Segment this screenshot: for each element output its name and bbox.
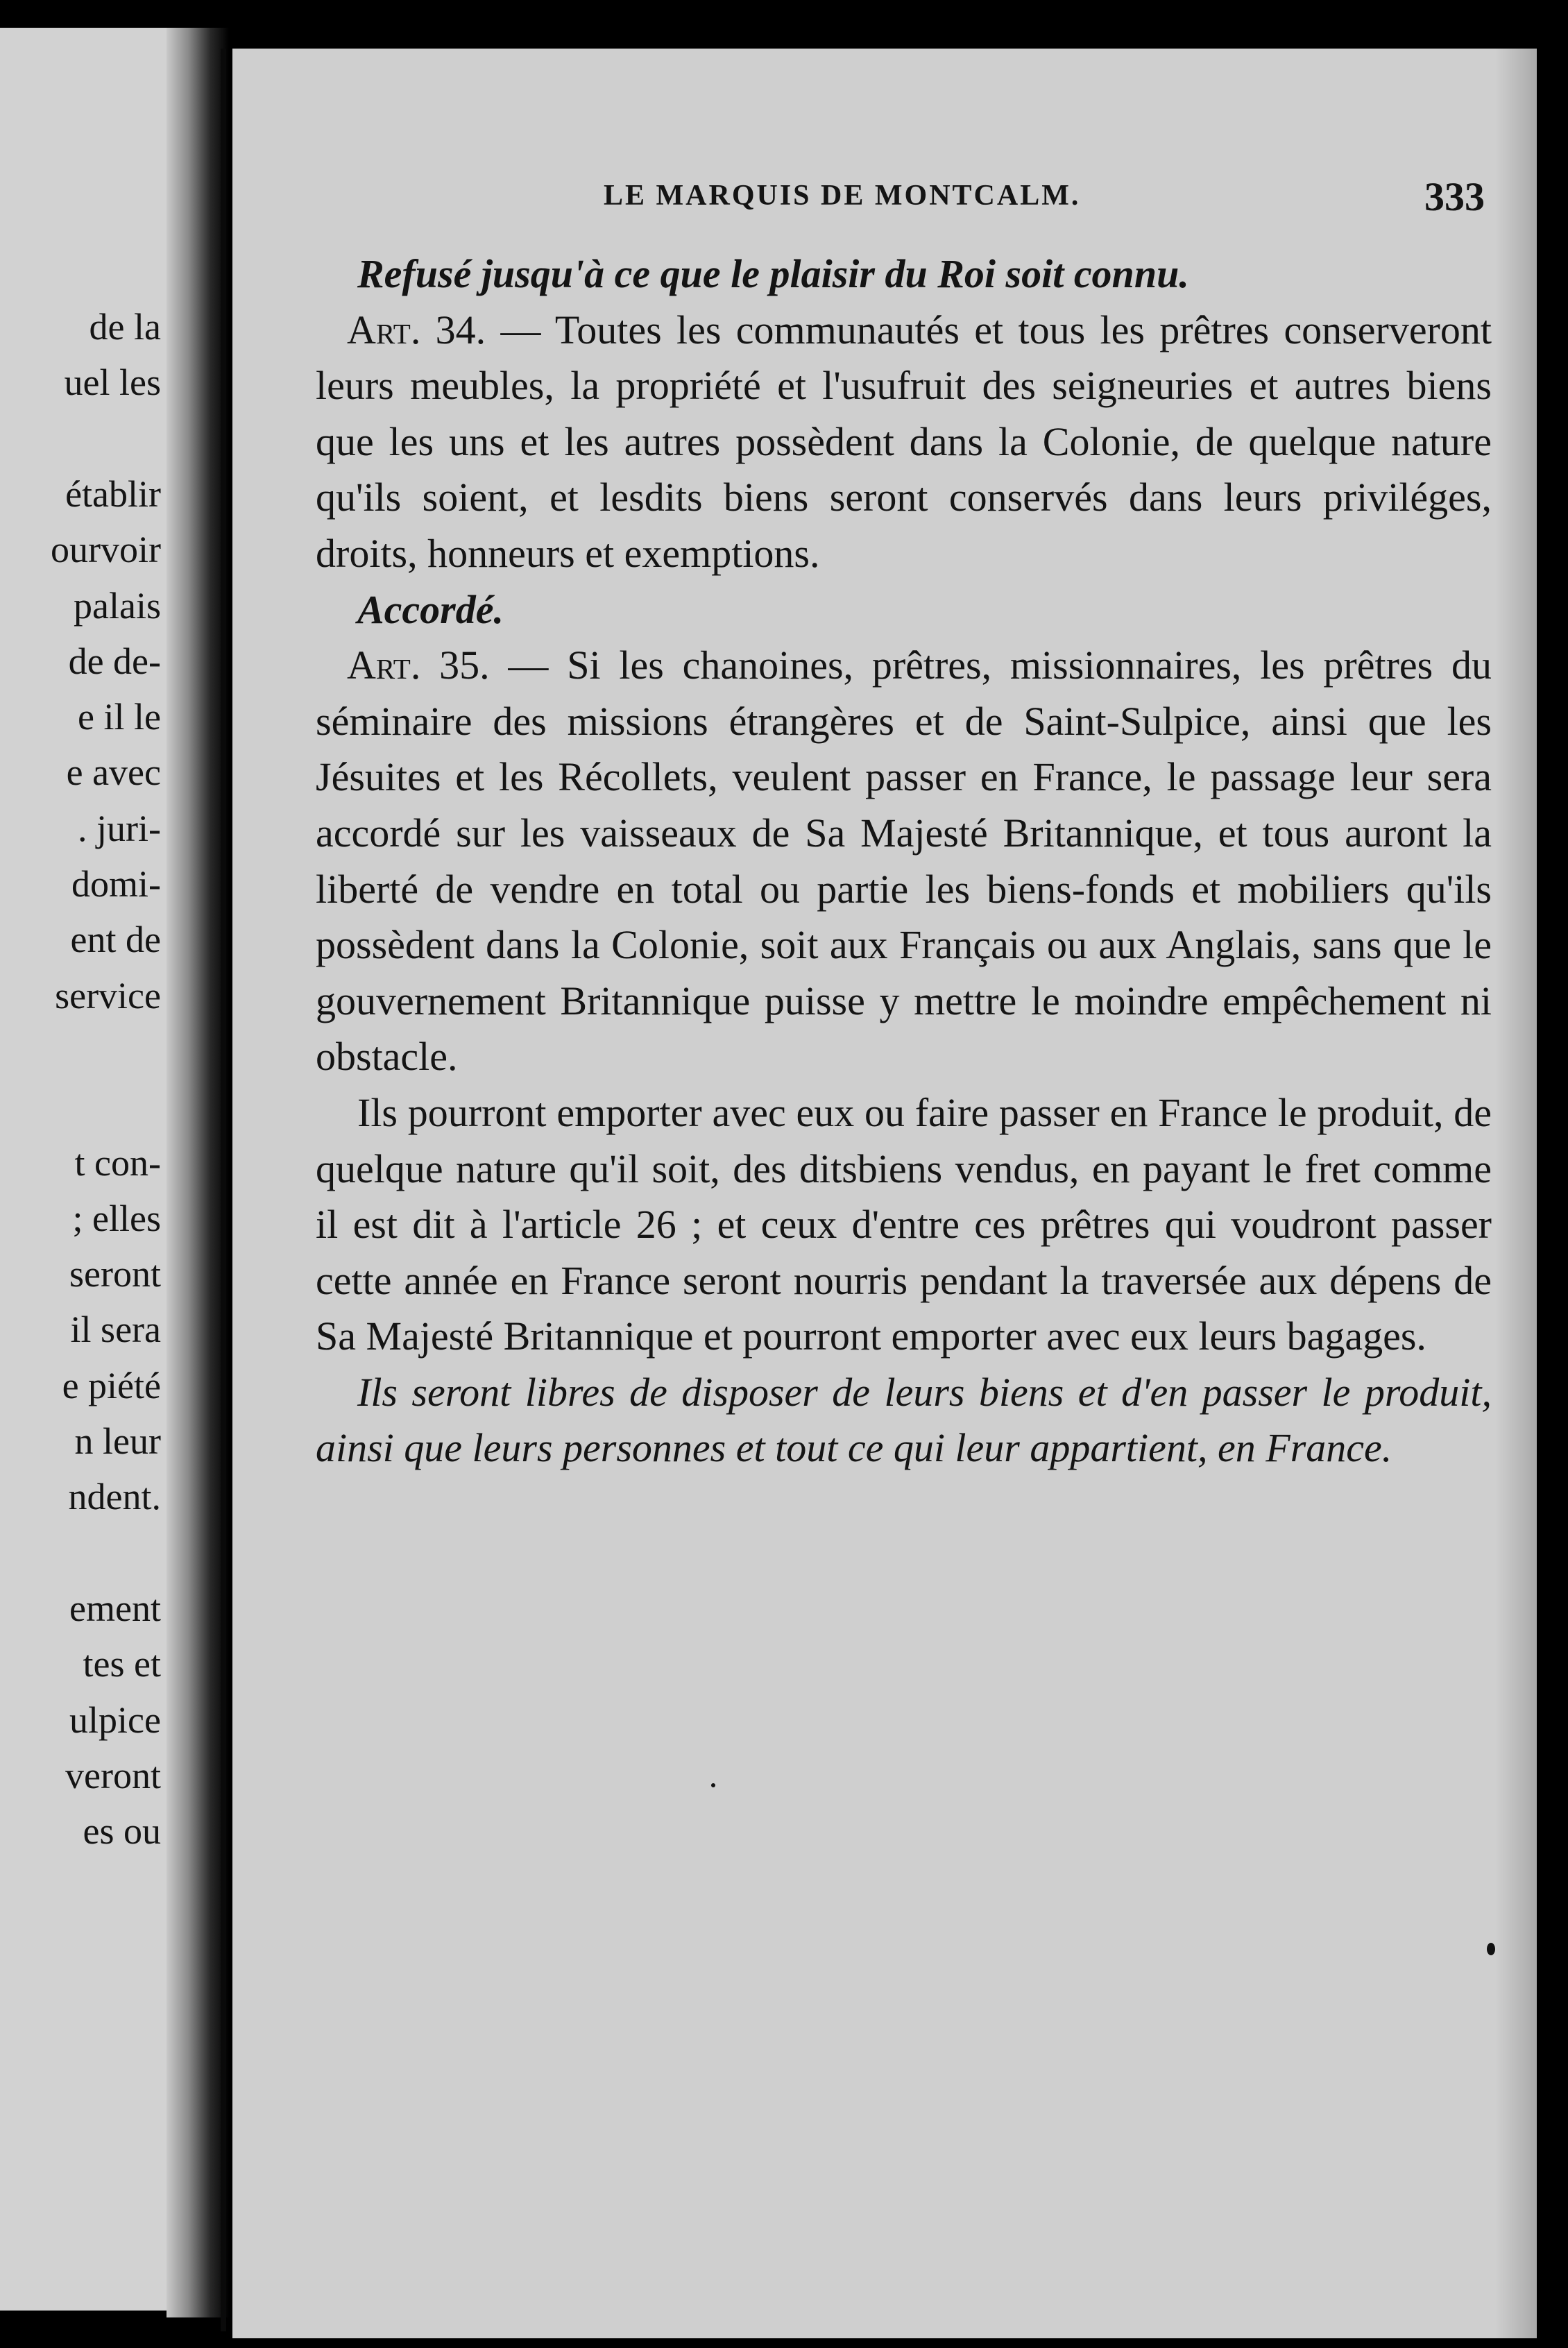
page-edge [221, 49, 226, 2331]
paragraph-refuse [316, 246, 1492, 303]
paragraph-text: Refusé jusqu'à ce que le plaisir du Roi soit connu. [357, 251, 1189, 296]
left-page-line: établir [65, 473, 161, 515]
article-label: Art. 35. [347, 643, 490, 688]
ink-speck [711, 1783, 715, 1787]
left-page-line: de la [89, 306, 161, 348]
paragraph-libres [316, 1365, 1492, 1477]
article-label: Art. 34. [347, 307, 486, 352]
running-title: LE MARQUIS DE MONTCALM. [604, 180, 1081, 212]
left-page-line: veront [65, 1754, 161, 1796]
paragraph-accorde [316, 582, 1492, 638]
left-page-line: seront [69, 1253, 161, 1295]
left-page-line: ourvoir [51, 529, 161, 571]
left-page-line: domi- [71, 863, 161, 905]
left-page-line: il sera [70, 1309, 161, 1351]
page-shade [1495, 49, 1537, 2338]
left-page-line: e il le [78, 696, 161, 738]
left-page-line: palais [74, 584, 161, 627]
paragraph-text: Ils seront libres de disposer de leurs biens et d'en passer le produit, ainsi que leurs personnes et tout ce qui leur appartient, en France. [316, 1369, 1492, 1471]
left-page-line: . juri- [78, 807, 161, 849]
left-page-line: n leur [74, 1420, 161, 1462]
running-head [604, 174, 1485, 219]
body-text [316, 246, 1492, 1477]
left-page-line: ulpice [69, 1699, 161, 1741]
left-page-line: ement [69, 1587, 161, 1629]
left-page-line: es ou [83, 1810, 161, 1853]
article-text: — Si les chanoines, prêtres, missionnaires, les prêtres du séminaire des missions étrangères et de Saint-Sulpice, ainsi que les Jésuites et les Récollets, veulent passer en France, le passage leur sera accordé sur les vaisseaux de Sa Majesté Britannique, et tous auront la liberté de vendre en total ou partie les biens-fonds et mobiliers qu'ils possèdent dans la Colonie, soit aux Français ou aux Anglais, sans que le gouvernement Britannique puisse y mettre le moindre empêchement ni obstacle. [316, 643, 1492, 1080]
article-34 [316, 303, 1492, 582]
article-text: — Toutes les communautés et tous les prêtres conserveront leurs meubles, la propriété et l'usufruit des seigneuries et autres biens que les uns et les autres possèdent dans la Colonie, de quelque nature qu'ils soient, et lesdits biens seront conservés dans leurs priviléges, droits, honneurs et exemptions. [316, 307, 1492, 576]
left-page-line: ndent. [68, 1476, 161, 1518]
left-page-line: de de- [68, 640, 161, 682]
article-35 [316, 638, 1492, 1085]
right-page [232, 49, 1537, 2338]
ink-speck [1487, 1943, 1495, 1955]
paragraph-text: Accordé. [357, 586, 504, 632]
paragraph-text: Ils pourront emporter avec eux ou faire passer en France le produit, de quelque nature qu'il soit, des ditsbiens vendus, en payant le fret comme il est dit à l'article 26 ; et ceux d'entre ces prêtres qui voudront passer cette année en France seront nourris pendant la traversée aux dépens de Sa Majesté Britannique et pourront emporter avec eux leurs bagages. [316, 1089, 1492, 1359]
left-page-line: tes et [83, 1643, 161, 1685]
left-page-line: ; elles [72, 1197, 161, 1239]
left-page-line: ent de [70, 919, 161, 961]
paragraph-produit [316, 1085, 1492, 1365]
gutter-shadow [167, 28, 229, 2317]
page-number: 333 [1424, 174, 1485, 219]
left-page-line: t con- [74, 1141, 161, 1184]
left-page-line: service [55, 974, 161, 1016]
left-facing-page [0, 28, 180, 2311]
left-page-line: e avec [66, 751, 161, 794]
left-page-line: uel les [64, 361, 161, 404]
left-page-line: e piété [62, 1364, 161, 1406]
